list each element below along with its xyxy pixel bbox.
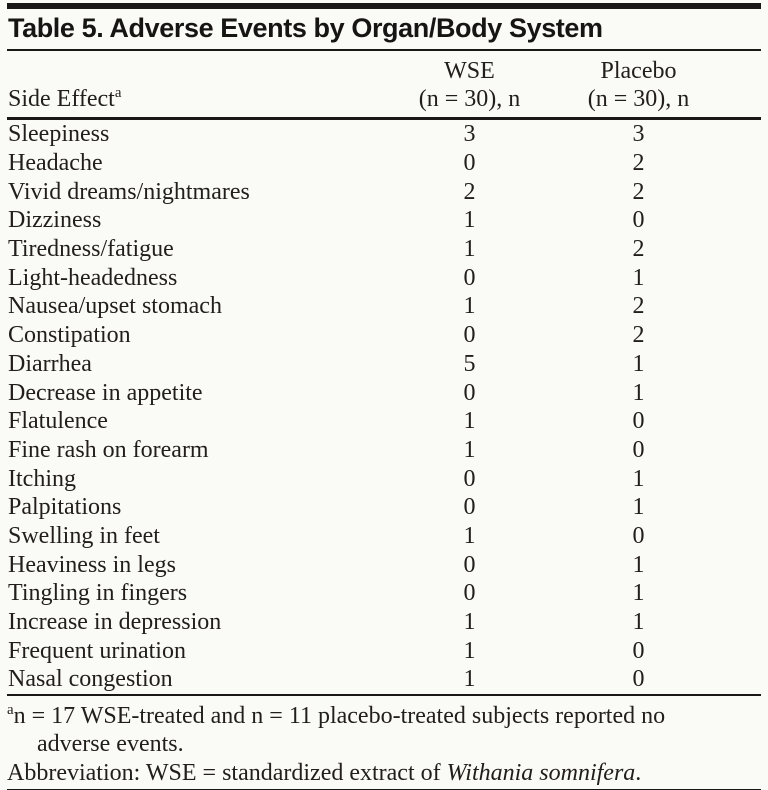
table-row — [7, 378, 761, 407]
table-row — [7, 608, 761, 637]
side-effect-cell: Frequent urination — [8, 637, 186, 664]
side-effect-cell: Increase in depression — [8, 609, 222, 636]
placebo-count-cell: 2 — [632, 293, 645, 320]
placebo-header-label: Placebo — [600, 58, 677, 84]
wse-count-cell: 0 — [463, 150, 476, 177]
column-header-side-effect — [7, 51, 387, 119]
wse-count-cell: 0 — [463, 494, 476, 521]
table-row — [7, 177, 761, 206]
table-header — [7, 51, 761, 119]
placebo-count-cell: 1 — [632, 350, 645, 377]
placebo-count-cell: 0 — [632, 436, 645, 463]
placebo-count-cell: 0 — [632, 666, 645, 693]
wse-count-cell: 0 — [463, 264, 476, 291]
side-effect-cell: Fine rash on forearm — [8, 436, 209, 463]
placebo-count-cell: 0 — [632, 522, 645, 549]
wse-header-label: WSE — [444, 58, 495, 84]
side-effect-cell: Nausea/upset stomach — [8, 293, 222, 320]
side-effect-cell: Itching — [8, 465, 76, 492]
abbreviation-prefix: Abbreviation: WSE = standardized extract of — [7, 759, 447, 786]
side-effect-cell: Swelling in feet — [8, 522, 160, 549]
placebo-header-sublabel: (n = 30), n — [587, 86, 690, 112]
wse-count-cell: 1 — [463, 207, 476, 234]
placebo-count-cell: 1 — [632, 551, 645, 578]
table-row — [7, 235, 761, 264]
table-title: Table 5. Adverse Events by Organ/Body System — [8, 13, 603, 43]
placebo-count-cell: 1 — [632, 465, 645, 492]
table-row — [7, 464, 761, 493]
table-row — [7, 350, 761, 379]
footnote-a-text: n = 17 WSE-treated and n = 11 placebo-treated subjects reported no — [13, 702, 666, 729]
side-effect-cell: Heaviness in legs — [8, 551, 176, 578]
footnote-a-line-2: adverse events. — [37, 731, 184, 758]
side-effect-footnote-marker: a — [114, 85, 122, 101]
wse-count-cell: 1 — [463, 293, 476, 320]
table-row — [7, 550, 761, 579]
wse-count-cell: 5 — [463, 350, 476, 377]
side-effect-cell: Vivid dreams/nightmares — [8, 178, 250, 205]
side-effect-cell: Dizziness — [8, 207, 102, 234]
table-row — [7, 263, 761, 292]
column-header-placebo — [552, 51, 761, 119]
side-effect-cell: Light-headedness — [8, 264, 178, 291]
wse-count-cell: 1 — [463, 637, 476, 664]
table-footnotes — [7, 702, 761, 788]
wse-count-cell: 0 — [463, 551, 476, 578]
wse-count-cell: 1 — [463, 408, 476, 435]
side-effect-header-label: Side Effect — [8, 86, 115, 112]
wse-count-cell: 0 — [463, 465, 476, 492]
wse-header-sublabel: (n = 30), n — [418, 86, 521, 112]
table-row — [7, 292, 761, 321]
side-effect-cell: Constipation — [8, 322, 131, 349]
table-row — [7, 665, 761, 695]
placebo-count-cell: 2 — [632, 236, 645, 263]
table-row — [7, 579, 761, 608]
table-row — [7, 436, 761, 465]
side-effect-cell: Tiredness/fatigue — [8, 236, 174, 263]
placebo-count-cell: 0 — [632, 408, 645, 435]
side-effect-cell: Headache — [8, 150, 103, 177]
wse-count-cell: 3 — [463, 121, 476, 148]
wse-count-cell: 0 — [463, 322, 476, 349]
table-row — [7, 321, 761, 350]
table-row — [7, 149, 761, 178]
placebo-count-cell: 1 — [632, 264, 645, 291]
column-header-wse — [387, 51, 552, 119]
placebo-count-cell: 2 — [632, 150, 645, 177]
adverse-events-table — [7, 51, 761, 696]
placebo-count-cell: 0 — [632, 637, 645, 664]
table-row — [7, 119, 761, 149]
top-rule — [7, 3, 761, 9]
side-effect-cell: Decrease in appetite — [8, 379, 203, 406]
wse-count-cell: 1 — [463, 666, 476, 693]
placebo-count-cell: 2 — [632, 322, 645, 349]
placebo-count-cell: 3 — [632, 121, 645, 148]
side-effect-cell: Tingling in fingers — [8, 580, 188, 607]
wse-count-cell: 0 — [463, 379, 476, 406]
wse-count-cell: 0 — [463, 580, 476, 607]
table-body — [7, 119, 761, 695]
side-effect-cell: Flatulence — [8, 408, 108, 435]
table-row — [7, 407, 761, 436]
placebo-count-cell: 1 — [632, 609, 645, 636]
wse-count-cell: 1 — [463, 522, 476, 549]
placebo-count-cell: 0 — [632, 207, 645, 234]
table-row — [7, 493, 761, 522]
side-effect-cell: Nasal congestion — [8, 666, 173, 693]
wse-count-cell: 2 — [463, 178, 476, 205]
header-row — [7, 51, 761, 119]
table-row — [7, 206, 761, 235]
wse-count-cell: 1 — [463, 436, 476, 463]
abbreviation-suffix: . — [635, 759, 642, 786]
placebo-count-cell: 1 — [632, 494, 645, 521]
table-row — [7, 636, 761, 665]
side-effect-cell: Sleepiness — [8, 121, 110, 148]
placebo-count-cell: 1 — [632, 379, 645, 406]
wse-count-cell: 1 — [463, 236, 476, 263]
placebo-count-cell: 1 — [632, 580, 645, 607]
abbreviation-line — [7, 759, 761, 788]
placebo-count-cell: 2 — [632, 178, 645, 205]
side-effect-cell: Palpitations — [8, 494, 122, 521]
footnote-a-line-1 — [7, 702, 761, 731]
abbreviation-species-name: Withania somnifera — [446, 759, 636, 786]
table-row — [7, 522, 761, 551]
footnote-a-marker: a — [7, 701, 14, 718]
wse-count-cell: 1 — [463, 609, 476, 636]
side-effect-cell: Diarrhea — [8, 350, 92, 377]
